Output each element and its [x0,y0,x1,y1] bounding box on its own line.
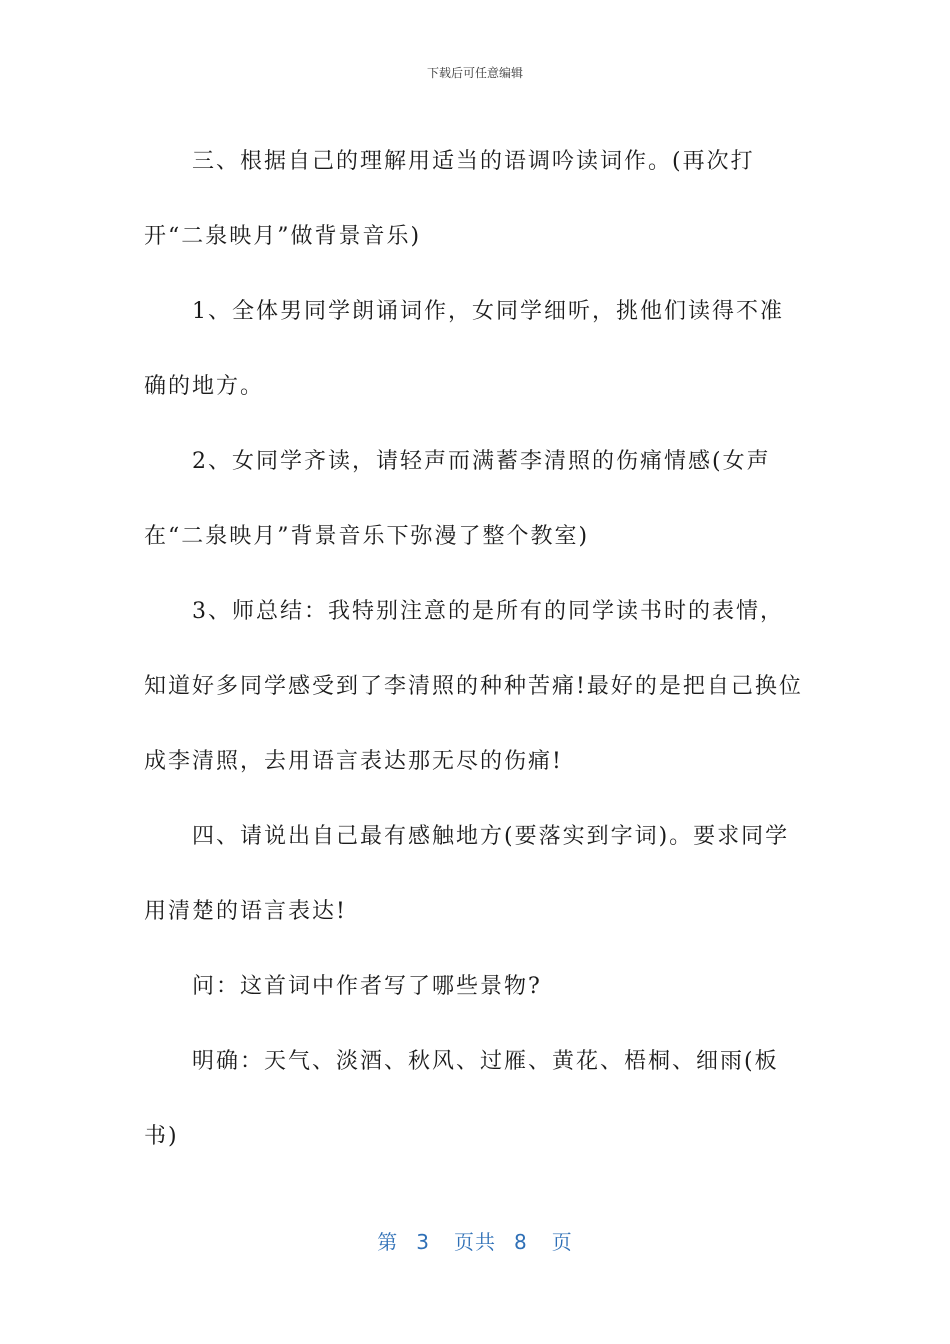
paragraph-item-3: 3、师总结：我特别注意的是所有的同学读书时的表情，知道好多同学感受到了李清照的种种苦痛!最好的是把自己换位成李清照，去用语言表达那无尽的伤痛! [144,599,803,774]
footer-current-page: 3 [416,1230,430,1254]
document-body [144,124,806,1174]
footer-suffix: 页 [551,1230,573,1254]
paragraph-section-three: 三、根据自己的理解用适当的语调吟读词作。(再次打开“二泉映月”做背景音乐) [144,149,755,249]
paragraph-question: 问：这首词中作者写了哪些景物? [192,974,542,999]
paragraph-section-four: 四、请说出自己最有感触地方(要落实到字词)。要求同学用清楚的语言表达! [144,824,790,924]
footer-middle: 页共 [454,1230,496,1254]
paragraph-answer: 明确：天气、淡酒、秋风、过雁、黄花、梧桐、细雨(板书) [144,1049,779,1149]
paragraph-item-1: 1、全体男同学朗诵词作，女同学细听，挑他们读得不准确的地方。 [144,299,784,399]
footer-total-pages: 8 [514,1230,528,1254]
page-header: 下载后可任意编辑 [426,66,523,80]
paragraph-item-2: 2、女同学齐读，请轻声而满蓄李清照的伤痛情感(女声在“二泉映月”背景音乐下弥漫了整个教室) [144,449,771,549]
page-footer [0,1226,950,1255]
footer-prefix: 第 [377,1230,399,1254]
